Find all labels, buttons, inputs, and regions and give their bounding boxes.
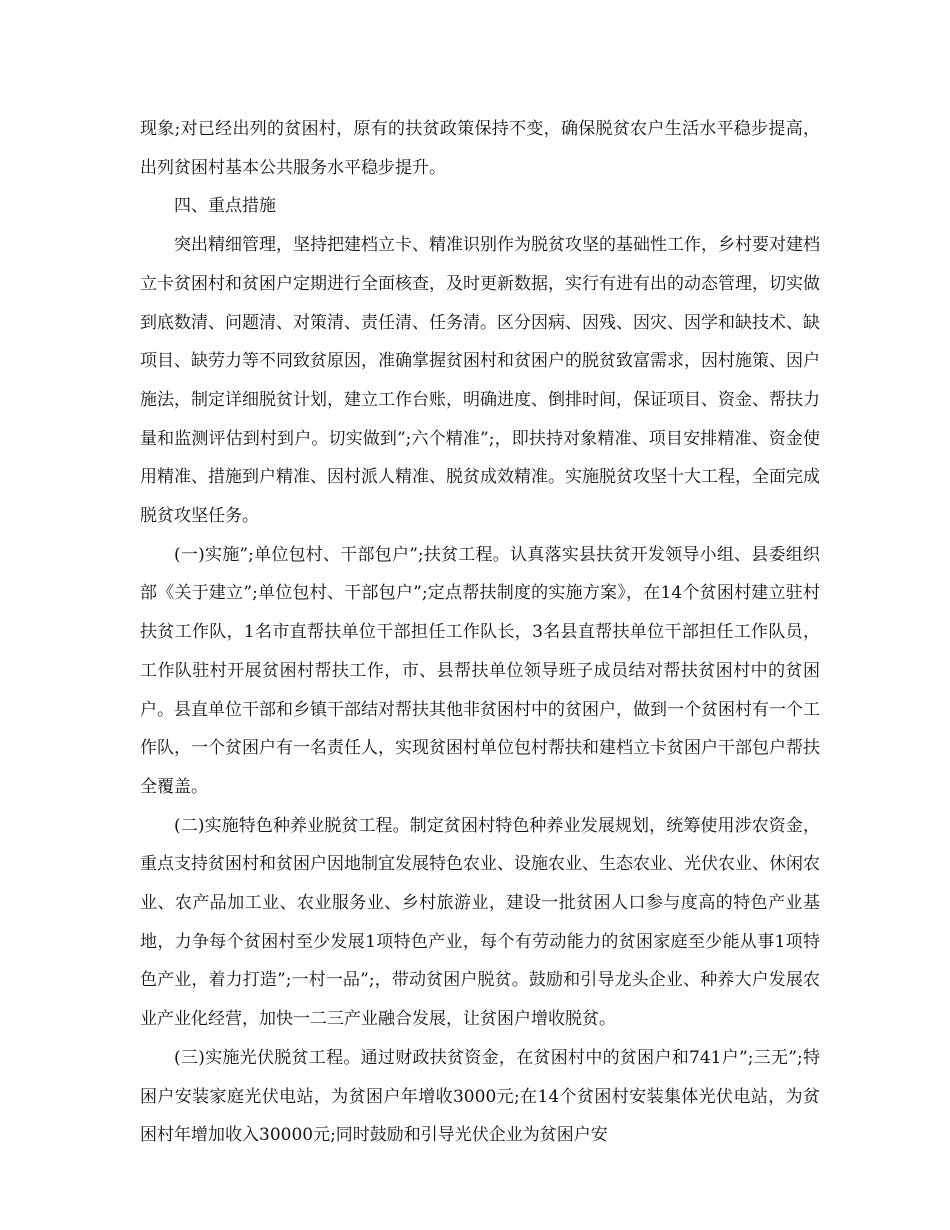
section-heading: 四、重点措施 [174, 196, 276, 217]
paragraph-key-measures: 突出精细管理，坚持把建档立卡、精准识别作为脱贫攻坚的基础性工作，乡村要对建档立卡贫困村和贫困户定期进行全面核查，及时更新数据，实行有进有出的动态管理，切实做到底数清、问题清、对策清、责任清、任务清。区分因病、因残、因灾、因学和缺技术、缺项目、缺劳力等不同致贫原因，准确掌握贫困村和贫困户的脱贫致富需求，因村施策、因户施法，制定详细脱贫计划，建立工作台账，明确进度、倒排时间，保证项目、资金、帮扶力量和监测评估到村到户。切实做到”;六个精准”;，即扶持对象精准、项目安排精准、资金使用精准、措施到户精准、因村派人精准、脱贫成效精准。实施脱贫攻坚十大工程，全面完成脱贫攻坚任务。 [140, 235, 820, 527]
paragraph-item-2: (二)实施特色种养业脱贫工程。制定贫困村特色种养业发展规划，统筹使用涉农资金，重点支持贫困村和贫困户因地制宜发展特色农业、设施农业、生态农业、光伏农业、休闲农业、农产品加工业、农业服务业、乡村旅游业，建设一批贫困人口参与度高的特色产业基地，力争每个贫困村至少发展1项特色产业，每个有劳动能力的贫困家庭至少能从事1项特色产业，着力打造”;一村一品”;，带动贫困户脱贫。鼓励和引导龙头企业、种养大户发展农业产业化经营，加快一二三产业融合发展，让贫困户增收脱贫。 [140, 815, 820, 1030]
paragraph-item-1: (一)实施”;单位包村、干部包户”;扶贫工程。认真落实县扶贫开发领导小组、县委组织部《关于建立”;单位包村、干部包户”;定点帮扶制度的实施方案》，在14个贫困村建立驻村扶贫工作队，1名市直帮扶单位干部担任工作队长，3名县直帮扶单位干部担任工作队员，工作队驻村开展贫困村帮扶工作，市、县帮扶单位领导班子成员结对帮扶贫困村中的贫困户。县直单位干部和乡镇干部结对帮扶其他非贫困村中的贫困户，做到一个贫困村有一个工作队，一个贫困户有一名责任人，实现贫困村单位包村帮扶和建档立卡贫困户干部包户帮扶全覆盖。 [140, 544, 820, 797]
paragraph-continuation: 现象;对已经出列的贫困村，原有的扶贫政策保持不变，确保脱贫农户生活水平稳步提高，出列贫困村基本公共服务水平稳步提升。 [140, 119, 820, 178]
paragraph-item-3: (三)实施光伏脱贫工程。通过财政扶贫资金，在贫困村中的贫困户和741户”;三无”;特困户安装家庭光伏电站，为贫困户年增收3000元;在14个贫困村安装集体光伏电站，为贫困村年增加收入30000元;同时鼓励和引导光伏企业为贫困户安 [140, 1047, 820, 1146]
document-body [140, 110, 820, 1155]
